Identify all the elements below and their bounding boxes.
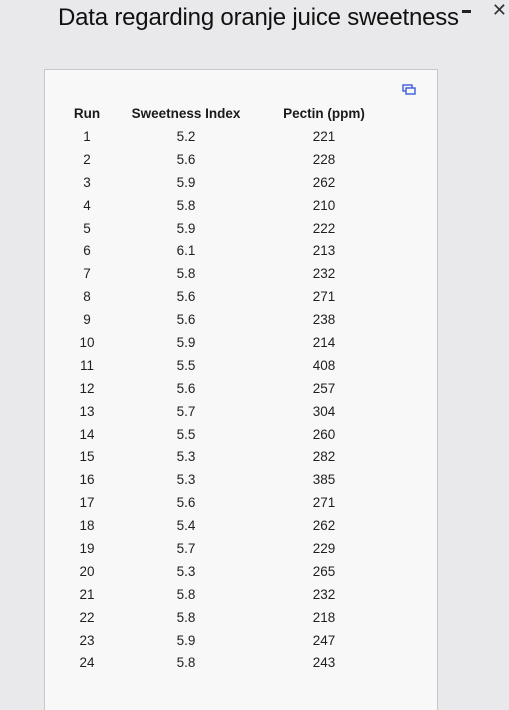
sweetness-cell: 5.2 xyxy=(176,128,196,144)
sweetness-cell: 5.6 xyxy=(176,495,196,511)
sweetness-cell: 5.9 xyxy=(176,220,196,236)
table-row xyxy=(58,354,392,377)
run-cell: 9 xyxy=(83,312,91,328)
table-row xyxy=(58,468,392,491)
pectin-cell: 232 xyxy=(312,266,336,282)
pectin-cell: 271 xyxy=(312,495,336,511)
run-cell: 2 xyxy=(83,151,91,167)
close-icon[interactable]: ✕ xyxy=(491,0,507,20)
pectin-cell: 385 xyxy=(312,472,336,488)
sweetness-cell: 5.9 xyxy=(176,174,196,190)
sweetness-cell: 5.8 xyxy=(176,655,196,671)
table-row xyxy=(58,194,392,217)
run-cell: 21 xyxy=(79,586,95,602)
run-cell: 6 xyxy=(83,243,91,259)
sweetness-cell: 5.3 xyxy=(176,563,196,579)
run-cell: 13 xyxy=(79,403,95,419)
table-row xyxy=(58,239,392,262)
run-cell: 20 xyxy=(79,563,95,579)
pectin-cell: 210 xyxy=(312,197,336,213)
minimize-icon[interactable] xyxy=(462,10,471,13)
table-row xyxy=(58,331,392,354)
header-run: Run xyxy=(73,106,101,121)
run-cell: 12 xyxy=(79,380,95,396)
sweetness-cell: 5.7 xyxy=(176,540,196,556)
sweetness-cell: 5.8 xyxy=(176,266,196,282)
table-row xyxy=(58,308,392,331)
pectin-cell: 229 xyxy=(312,540,336,556)
pectin-cell: 304 xyxy=(312,403,336,419)
copy-icon[interactable] xyxy=(402,84,416,96)
sweetness-cell: 6.1 xyxy=(176,243,196,259)
table-row xyxy=(58,583,392,606)
table-row xyxy=(58,560,392,583)
table-row xyxy=(58,629,392,652)
table-row xyxy=(58,217,392,240)
pectin-cell: 247 xyxy=(312,632,336,648)
sweetness-cell: 5.9 xyxy=(176,334,196,350)
pectin-cell: 265 xyxy=(312,563,336,579)
pectin-cell: 262 xyxy=(312,518,336,534)
sweetness-cell: 5.5 xyxy=(176,426,196,442)
pectin-cell: 243 xyxy=(312,655,336,671)
sweetness-cell: 5.8 xyxy=(176,586,196,602)
run-cell: 14 xyxy=(79,426,95,442)
sweetness-cell: 5.5 xyxy=(176,357,196,373)
header-sweetness-index: Sweetness Index xyxy=(131,106,241,121)
table-row xyxy=(58,423,392,446)
table-row xyxy=(58,262,392,285)
data-table xyxy=(58,102,392,674)
run-cell: 23 xyxy=(79,632,95,648)
run-cell: 1 xyxy=(83,128,91,144)
pectin-cell: 221 xyxy=(312,128,336,144)
table-row xyxy=(58,148,392,171)
pectin-cell: 213 xyxy=(312,243,336,259)
run-cell: 10 xyxy=(79,334,95,350)
table-row xyxy=(58,651,392,674)
pectin-cell: 408 xyxy=(312,357,336,373)
pectin-cell: 257 xyxy=(312,380,336,396)
run-cell: 4 xyxy=(83,197,91,213)
header-pectin: Pectin (ppm) xyxy=(283,106,365,121)
run-cell: 22 xyxy=(79,609,95,625)
run-cell: 18 xyxy=(79,518,95,534)
sweetness-cell: 5.8 xyxy=(176,197,196,213)
sweetness-cell: 5.9 xyxy=(176,632,196,648)
sweetness-cell: 5.7 xyxy=(176,403,196,419)
table-row xyxy=(58,285,392,308)
table-row xyxy=(58,377,392,400)
run-cell: 8 xyxy=(83,289,91,305)
sweetness-cell: 5.4 xyxy=(176,518,196,534)
page-title: Data regarding oranje juice sweetness xyxy=(58,4,459,31)
run-cell: 7 xyxy=(83,266,91,282)
run-cell: 24 xyxy=(79,655,95,671)
run-cell: 19 xyxy=(79,540,95,556)
pectin-cell: 228 xyxy=(312,151,336,167)
table-row xyxy=(58,606,392,629)
pectin-cell: 218 xyxy=(312,609,336,625)
run-cell: 16 xyxy=(79,472,95,488)
table-row xyxy=(58,537,392,560)
table-row xyxy=(58,400,392,423)
pectin-cell: 282 xyxy=(312,449,336,465)
pectin-cell: 214 xyxy=(312,334,336,350)
table-row xyxy=(58,171,392,194)
sweetness-cell: 5.6 xyxy=(176,312,196,328)
table-header-row xyxy=(58,102,392,125)
run-cell: 11 xyxy=(79,357,94,373)
table-row xyxy=(58,514,392,537)
pectin-cell: 222 xyxy=(312,220,336,236)
table-row xyxy=(58,445,392,468)
pectin-cell: 232 xyxy=(312,586,336,602)
pectin-cell: 260 xyxy=(312,426,336,442)
sweetness-cell: 5.8 xyxy=(176,609,196,625)
sweetness-cell: 5.3 xyxy=(176,449,196,465)
sweetness-cell: 5.6 xyxy=(176,289,196,305)
sweetness-cell: 5.6 xyxy=(176,151,196,167)
run-cell: 15 xyxy=(79,449,95,465)
table-body xyxy=(58,125,392,674)
pectin-cell: 262 xyxy=(312,174,336,190)
run-cell: 5 xyxy=(83,220,91,236)
table-row xyxy=(58,125,392,148)
run-cell: 17 xyxy=(79,495,95,511)
pectin-cell: 271 xyxy=(312,289,336,305)
pectin-cell: 238 xyxy=(312,312,336,328)
table-row xyxy=(58,491,392,514)
run-cell: 3 xyxy=(83,174,91,190)
sweetness-cell: 5.3 xyxy=(176,472,196,488)
sweetness-cell: 5.6 xyxy=(176,380,196,396)
